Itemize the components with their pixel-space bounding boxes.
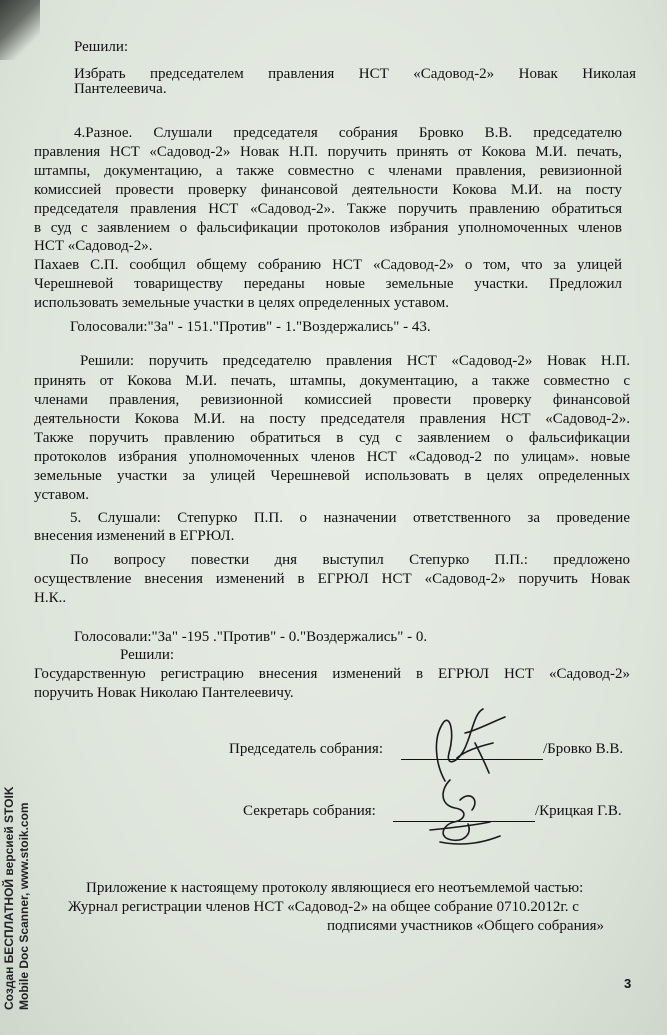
line-l21: земельные участки за улицей Черешневой использовать в целях определенных [34, 468, 630, 484]
line-l26: осуществление внесения изменений в ЕГРЮЛ НСТ «Садовод-2» поручить Новак [34, 571, 630, 587]
chair-name: /Бровко В.В. [543, 741, 624, 757]
line-l17: членами правления, ревизионной комиссией провести проверку финансовой [34, 392, 630, 408]
page-number: 3 [624, 976, 632, 991]
line-l30: Государственную регистрацию внесения изменений в ЕГРЮЛ НСТ «Садовод-2» [34, 666, 630, 682]
line-l07: комиссией провести проверку финансовой деятельности Кокова М.И. на посту [34, 182, 622, 198]
line-l13: использовать земельные участки в целях определенных уставом. [34, 295, 449, 311]
line-l11: Пахаев С.П. сообщил общему собранию НСТ «Садовод-2» о том, что за улицей [34, 257, 622, 273]
line-l10: НСТ «Садовод-2». [34, 238, 153, 254]
scanner-watermark [2, 750, 32, 1010]
secretary-name: /Крицкая Г.В. [535, 803, 622, 819]
line-l09: в суд с заявлением о фальсификации протоколов избрания уполномоченных членов [34, 220, 622, 236]
line-l08: председателя правления НСТ «Садовод-2». Также поручить правлению обратиться [34, 201, 622, 217]
appendix-line-3: подписями участников «Общего собрания» [327, 918, 605, 934]
secretary-label: Секретарь собрания: [243, 803, 376, 819]
line-l03: Пантелеевича. [74, 81, 167, 97]
line-l18: деятельности Кокова М.И. на посту председателя правления НСТ «Садовод-2». [34, 411, 630, 427]
line-l16: принять от Кокова М.И. печать, штампы, документацию, а также совместно с [34, 373, 630, 389]
line-l19: Также поручить правлению обратиться в суд с заявлением о фальсификации [34, 430, 630, 446]
line-l04: 4.Разное. Слушали председателя собрания Бровко В.В. председателю [74, 125, 622, 141]
line-l01: Решили: [74, 39, 129, 55]
line-l28: Голосовали:"За" -195 ."Против" - 0."Воздержались" - 0. [74, 629, 428, 645]
line-l29: Решили: [120, 647, 175, 663]
line-l06: штампы, документацию, а также совместно с членами правления, ревизионной [34, 163, 622, 179]
page-corner-shadow [0, 0, 40, 60]
chair-label: Председатель собрания: [229, 741, 383, 757]
watermark-line-2: Mobile Doc Scanner, www.stoik.com [17, 802, 31, 1010]
line-l27: Н.К.. [34, 590, 67, 606]
line-l24: внесения изменений в ЕГРЮЛ. [34, 528, 235, 544]
watermark-line-1: Создан БЕСПЛАТНОЙ версией STOIK [2, 786, 16, 1010]
line-l12: Черешневой товариществу переданы новые земельные участки. Предложил [34, 276, 622, 292]
secretary-signature-image [410, 770, 520, 850]
line-l25: По вопросу повестки дня выступил Степурко П.П.: предложено [70, 552, 630, 568]
line-l31: поручить Новак Николаю Пантелеевичу. [34, 685, 294, 701]
line-l20: протоколов избрания уполномоченных членов НСТ «Садовод-2 по улицам». новые [34, 449, 630, 465]
appendix-line-2: Журнал регистрации членов НСТ «Садовод-2» на общее собрание 0710.2012г. с [68, 899, 579, 915]
line-l14: Голосовали:"За" - 151."Против" - 1."Воздержались" - 43. [70, 319, 431, 335]
appendix-line-1: Приложение к настоящему протоколу являющиеся его неотъемлемой частью: [86, 880, 584, 896]
line-l22: уставом. [34, 487, 89, 503]
line-l05: правления НСТ «Садовод-2» Новак Н.П. поручить принять от Кокова М.И. печать, [34, 144, 622, 160]
line-l02: Избрать председателем правления НСТ «Садовод-2» Новак Николая [74, 66, 636, 82]
line-l15: Решили: поручить председателю правления НСТ «Садовод-2» Новак Н.П. [80, 353, 630, 369]
line-l23: 5. Слушали: Степурко П.П. о назначении ответственного за проведение [70, 510, 630, 526]
